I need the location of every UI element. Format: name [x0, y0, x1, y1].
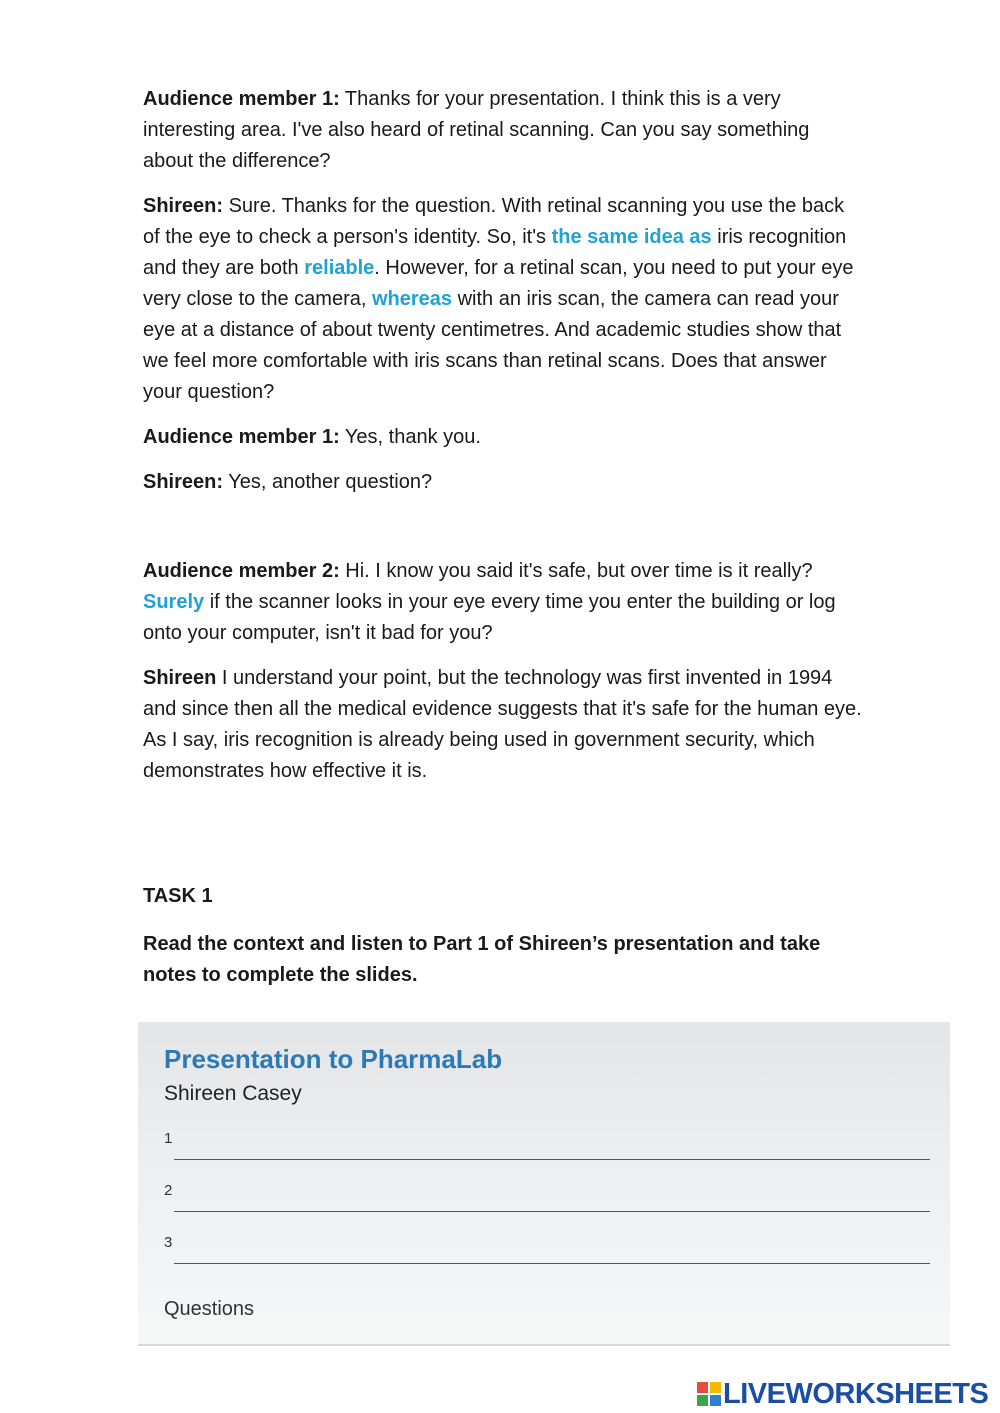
- slide-footer: Questions: [164, 1298, 255, 1320]
- slide-line-number: 1: [164, 1130, 173, 1147]
- speaker-name: Shireen: [143, 667, 217, 689]
- dialogue-transcript: [143, 84, 863, 801]
- slide-title: Presentation to PharmaLab: [164, 1044, 503, 1074]
- dialogue-text: . However, for a retinal scan, you need to put your eye very close to the camera,: [143, 257, 854, 310]
- highlighted-phrase: reliable: [304, 257, 375, 279]
- highlighted-phrase: the same idea as: [551, 226, 712, 248]
- slide-note-line-2[interactable]: [164, 1182, 930, 1212]
- highlighted-phrase: whereas: [371, 288, 453, 310]
- speaker-name: Audience member 2:: [143, 560, 340, 582]
- dialogue-paragraph: [143, 556, 863, 649]
- task-instruction: Read the context and listen to Part 1 of Shireen’s presentation and take notes to complete the slides.: [143, 933, 821, 986]
- presentation-slide: [138, 1022, 950, 1346]
- dialogue-paragraph: [143, 467, 863, 498]
- dialogue-text: iris recognition and they are both: [143, 226, 847, 279]
- answer-rule: [174, 1263, 930, 1264]
- slide-note-line-3[interactable]: [164, 1234, 930, 1264]
- logo-text: LIVEWORKSHEETS: [723, 1377, 989, 1410]
- dialogue-paragraph: [143, 422, 863, 453]
- dialogue-paragraph: [143, 191, 863, 408]
- speaker-name: Shireen:: [143, 471, 224, 493]
- logo-square: [710, 1382, 721, 1393]
- slide-line-number: 2: [164, 1182, 173, 1199]
- slide-subtitle: Shireen Casey: [164, 1082, 302, 1105]
- highlighted-phrase: Surely: [143, 591, 205, 613]
- logo-square: [697, 1395, 708, 1406]
- dialogue-paragraph: [143, 84, 863, 177]
- dialogue-text: Hi. I know you said it's safe, but over time is it really?: [339, 560, 813, 582]
- dialogue-text: I understand your point, but the technology was first invented in 1994 and since then all the medical evidence suggests that it's safe for the human eye. As I say, iris recognition is already being used in government security, which demonstrates how effective it is.: [143, 667, 862, 782]
- dialogue-text: Yes, thank you.: [339, 426, 481, 448]
- speaker-name: Audience member 1:: [143, 88, 340, 110]
- speaker-name: Shireen:: [143, 195, 224, 217]
- spacer: [143, 512, 863, 556]
- answer-rule: [174, 1211, 930, 1212]
- logo-mark-icon: [697, 1382, 721, 1406]
- liveworksheets-logo: [697, 1378, 988, 1410]
- slide-line-number: 3: [164, 1234, 173, 1251]
- slide-note-line-1[interactable]: [164, 1130, 930, 1160]
- task-label: TASK 1: [143, 885, 213, 907]
- dialogue-text: Sure. Thanks for the question. With retinal scanning you use the back of the eye to check a person's identity. So, it's: [143, 195, 845, 248]
- dialogue-paragraph: [143, 663, 863, 787]
- dialogue-text: if the scanner looks in your eye every time you enter the building or log onto your computer, isn't it bad for you?: [143, 591, 836, 644]
- dialogue-text: with an iris scan, the camera can read your eye at a distance of about twenty centimetres. And academic studies show that we feel more comfortable with iris scans than retinal scans. Does that answer your question?: [143, 288, 842, 403]
- speaker-name: Audience member 1:: [143, 426, 340, 448]
- dialogue-text: Yes, another question?: [223, 471, 433, 493]
- logo-square: [697, 1382, 708, 1393]
- logo-square: [710, 1395, 721, 1406]
- answer-rule: [174, 1159, 930, 1160]
- dialogue-text: Thanks for your presentation. I think this is a very interesting area. I've also heard of retinal scanning. Can you say something about the difference?: [143, 88, 810, 172]
